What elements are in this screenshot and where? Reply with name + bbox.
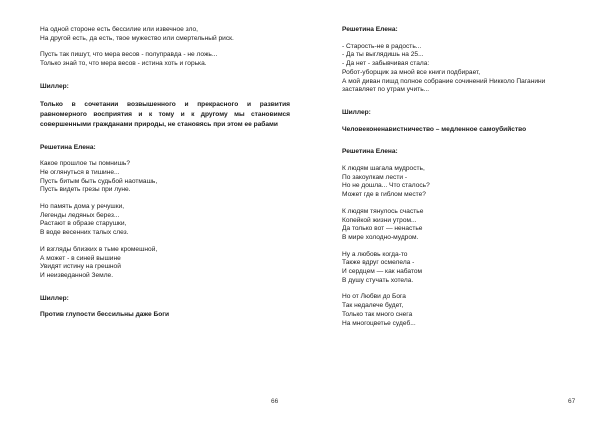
left-stanza-3	[40, 160, 290, 195]
poem-line: - Старость-не в радость...	[342, 42, 422, 50]
poem-line: На одной стороне есть бессилие или извечное зло,	[40, 26, 199, 33]
author-heading: Решетина Елена:	[342, 148, 398, 156]
poem-line: В воде весенних талых слез.	[40, 229, 129, 237]
left-stanza-2	[40, 51, 290, 68]
right-stanza-1	[342, 43, 592, 95]
left-stanza-4	[40, 203, 290, 238]
poem-line: Но не дошла... Что сталось?	[342, 182, 430, 190]
poem-line: Только так много снега	[342, 310, 413, 318]
poem-line: Легенды ледяных берез...	[40, 211, 120, 219]
poem-line: На многоцветье судеб...	[342, 319, 416, 327]
poem-line: На другой есть, да есть, твое мужество или смертельный риск.	[40, 34, 234, 42]
author-heading: Шиллер:	[40, 82, 69, 90]
poem-line: Копейкой жизни утром...	[342, 216, 417, 224]
poem-line: Увидят истину на грешной	[40, 263, 121, 271]
right-stanza-5	[342, 293, 592, 328]
left-stanza-5	[40, 246, 290, 281]
poem-line: - Да нет - забывчивая стала:	[342, 60, 430, 68]
left-page-text	[40, 26, 290, 320]
poem-line: И сердцем — как набатом	[342, 268, 423, 276]
poem-line: И неизведанной Земле.	[40, 271, 114, 279]
author-heading: Решетина Елена:	[40, 143, 96, 151]
schiller-quote: Только в сочетании возвышенного и прекрасного и развития равномерного восприятия и к тому и к другому мы становимся совершенными гражданами природы, не становясь при этом ее рабами	[40, 100, 290, 128]
poem-line: Но от Любви до Бога	[342, 293, 406, 301]
poem-line: А мой диван пишд полное собрание сочинений Никколо Паганини	[342, 77, 546, 85]
poem-line: Да только вот — ненастье	[342, 225, 423, 233]
schiller-quote: Человеконенавистничество – медленное самоубийство	[342, 125, 527, 133]
poem-line: - Да ты выглядишь на 25...	[342, 51, 424, 59]
poem-line: Может где в гиблом месте?	[342, 191, 426, 199]
poem-line: Пусть видеть грезы при луне.	[40, 186, 131, 194]
poem-line: Пусть битым быть судьбой наотмашь,	[40, 177, 158, 185]
right-page-text	[342, 26, 592, 328]
poem-line: Только знай то, что мера весов - истина хоть и горька.	[40, 60, 207, 68]
poem-line: А может - в синей вышине	[40, 254, 121, 262]
poem-line: И взгляды близких в тьме кромешной,	[40, 245, 158, 253]
poem-line: Ну а любовь когда-то	[342, 250, 408, 258]
right-page	[300, 0, 600, 424]
poem-line: Но память дома у речушки,	[40, 203, 125, 211]
right-stanza-4	[342, 251, 592, 286]
poem-line: Также вдруг осмелела -	[342, 259, 415, 267]
poem-line: Растают в образе старушки,	[40, 220, 127, 228]
poem-line: В душу стучать хотела.	[342, 276, 414, 284]
left-stanza-1	[40, 26, 290, 43]
poem-line: К людям шагала мудрость,	[342, 165, 425, 173]
poem-line: Робот-уборщик за мной все книги подбирает,	[342, 68, 481, 76]
author-heading: Шиллер:	[40, 294, 69, 302]
poem-line: заставляет по утрам учить...	[342, 86, 430, 94]
page-number: 66	[271, 398, 279, 405]
right-stanza-2	[342, 165, 592, 200]
poem-line: Так недалече будет,	[342, 302, 404, 310]
poem-line: Не оглянуться в тишине...	[40, 168, 120, 176]
poem-line: Какое прошлое ты помнишь?	[40, 160, 130, 168]
author-heading: Шиллер:	[342, 108, 371, 116]
poem-line: К людям тянулось счастье	[342, 207, 424, 215]
schiller-quote: Против глупости бессильны даже Боги	[40, 311, 170, 319]
author-heading: Решетина Елена:	[342, 26, 398, 33]
right-stanza-3	[342, 208, 592, 243]
poem-line: Пусть так пишут, что мера весов - полуправда - не ложь...	[40, 51, 218, 59]
poem-line: В мире холодно-мудром.	[342, 233, 419, 241]
poem-line: По закоулкам лести -	[342, 173, 408, 181]
page-number: 67	[568, 398, 576, 405]
